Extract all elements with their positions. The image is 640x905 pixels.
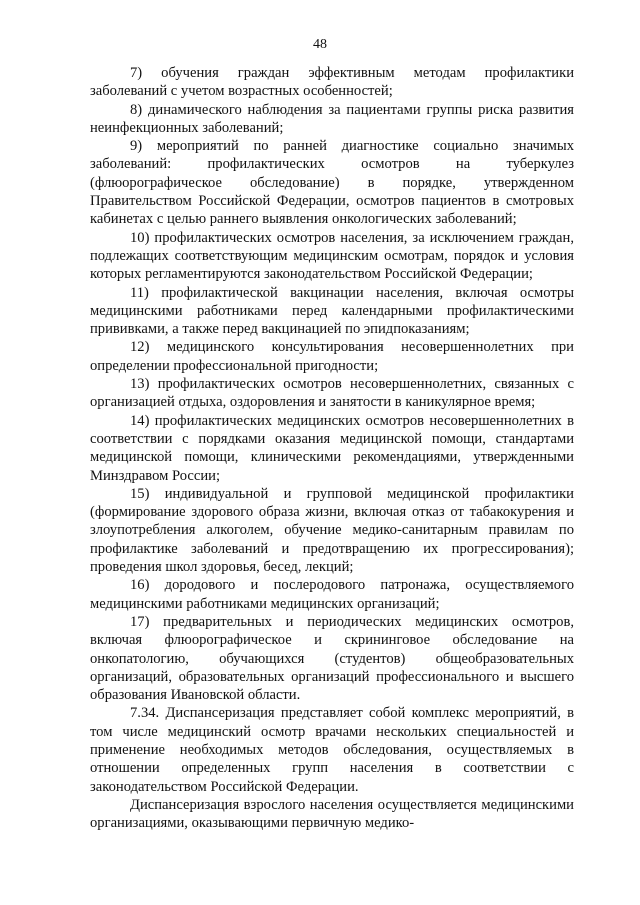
paragraph-item-13: 13) профилактических осмотров несовершеннолетних, связанных с организацией отдыха, оздоровления и занятости в каникулярное время; <box>90 376 574 411</box>
paragraph-item-12: 12) медицинского консультирования несовершеннолетних при определении профессиональной пригодности; <box>90 339 574 374</box>
paragraph-item-16: 16) дородового и послеродового патронажа, осуществляемого медицинскими работниками медицинских организаций; <box>90 577 574 612</box>
paragraph-item-8: 8) динамического наблюдения за пациентами группы риска развития неинфекционных заболеваний; <box>90 101 574 136</box>
paragraph-item-11: 11) профилактической вакцинации населения, включая осмотры медицинскими работниками перед календарными профилактическими прививками, а также перед вакцинацией по эпидпоказаниям; <box>90 284 574 338</box>
paragraph-item-15: 15) индивидуальной и групповой медицинской профилактики (формирование здорового образа жизни, включая отказ от табакокурения и злоупотребления алкоголем, обучение медико-санитарным правилам по профилактике заболеваний и предотвращению их прогрессирования); проведения школ здоровья, бесед, лекций; <box>90 485 574 576</box>
paragraph-item-14: 14) профилактических медицинских осмотров несовершеннолетних в соответствии с порядками оказания медицинской помощи, стандартами медицинской помощи, клиническими рекомендациями, утвержденными Минздравом России; <box>90 412 574 484</box>
page-number: 48 <box>313 37 327 52</box>
paragraph-item-10: 10) профилактических осмотров населения, за исключением граждан, подлежащих соответствующим медицинским осмотрам, порядок и условия которых регламентируются законодательством Российской Федерации; <box>90 229 574 283</box>
paragraph-dispensary-adults: Диспансеризация взрослого населения осуществляется медицинскими организациями, оказывающими первичную медико- <box>90 796 574 832</box>
paragraph-item-7: 7) обучения граждан эффективным методам профилактики заболеваний с учетом возрастных особенностей; <box>90 65 574 100</box>
paragraph-item-9: 9) мероприятий по ранней диагностике социально значимых заболеваний: профилактических осмотров на туберкулез (флюорографическое обследование) в порядке, утвержденном Правительством Российской Федерации, осмотров пациентов в смотровых кабинетах с целью раннего выявления онкологических заболеваний; <box>90 138 574 228</box>
paragraph-section-7-34: 7.34. Диспансеризация представляет собой комплекс мероприятий, в том числе медицинский осмотр врачами нескольких специальностей и применение необходимых методов обследования, осуществляемых в отношении определенных групп населения в соответствии с законодательством Российской Федерации. <box>90 705 574 795</box>
paragraph-item-17: 17) предварительных и периодических медицинских осмотров, включая флюорографическое и скрининговое обследование на онкопатологию, обучающихся (студентов) общеобразовательных организаций, образовательных организаций профессионального и высшего образования Ивановской области. <box>90 613 574 704</box>
document-body <box>90 64 574 832</box>
